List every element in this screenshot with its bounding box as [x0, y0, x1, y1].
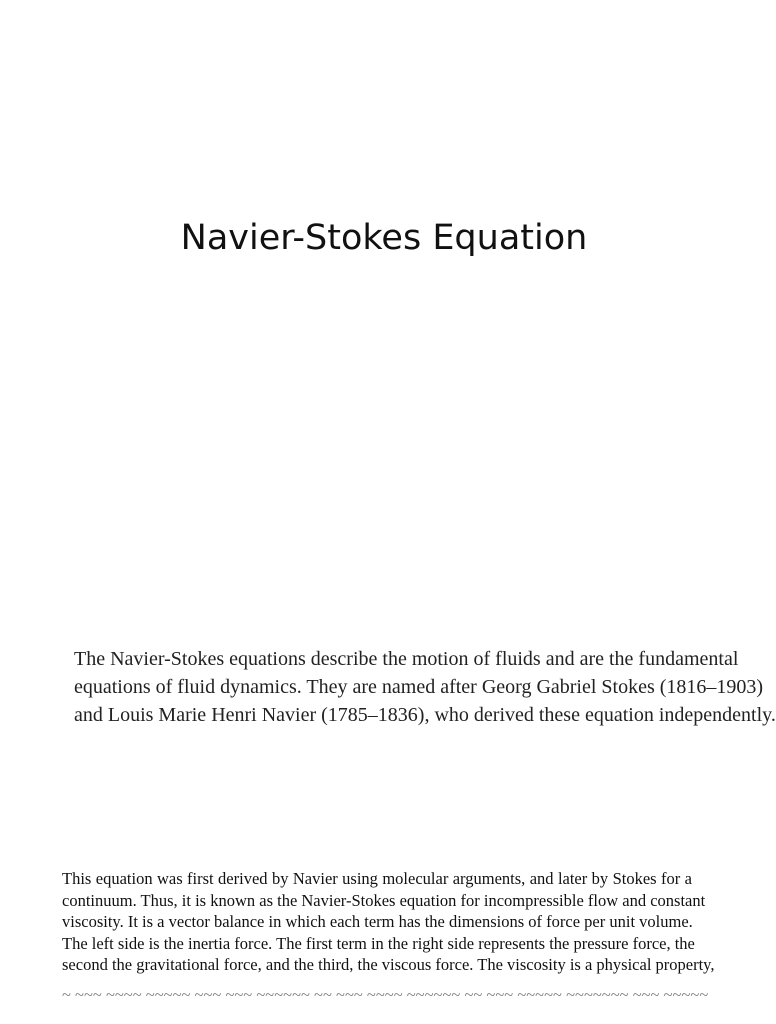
intro-paragraph-line: and Louis Marie Henri Navier (1785–1836), who derived these equation independently. — [74, 704, 776, 726]
intro-paragraph — [74, 645, 776, 729]
derivation-paragraph-line: continuum. Thus, it is known as the Navier-Stokes equation for incompressible flow and constant — [62, 890, 706, 910]
intro-paragraph-line: equations of fluid dynamics. They are named after Georg Gabriel Stokes (1816–1903) — [74, 676, 764, 698]
page-title: Navier-Stokes Equation — [180, 218, 588, 258]
derivation-paragraph-line: This equation was first derived by Navier using molecular arguments, and later by Stokes for a — [62, 869, 692, 888]
derivation-paragraph-line: second the gravitational force, and the third, the viscous force. The viscosity is a physical property, — [62, 955, 715, 974]
cut-off-text-glyphs: ~ ~~~ ~~~~ ~~~~~ ~~~ ~~~ ~~~~~~ ~~ ~~~ ~~~~ ~~~~~~ ~~ ~~~ ~~~~~ ~~~~~~~ ~~~ ~~~~~ — [62, 985, 709, 1004]
intro-paragraph-line: The Navier-Stokes equations describe the motion of fluids and are the fundamental — [74, 648, 739, 670]
derivation-paragraph — [62, 868, 715, 976]
cut-off-text-line — [62, 985, 709, 1006]
derivation-paragraph-line: The left side is the inertia force. The first term in the right side represents the pressure force, the — [62, 933, 695, 953]
derivation-paragraph-line: viscosity. It is a vector balance in which each term has the dimensions of force per unit volume. — [62, 912, 693, 931]
